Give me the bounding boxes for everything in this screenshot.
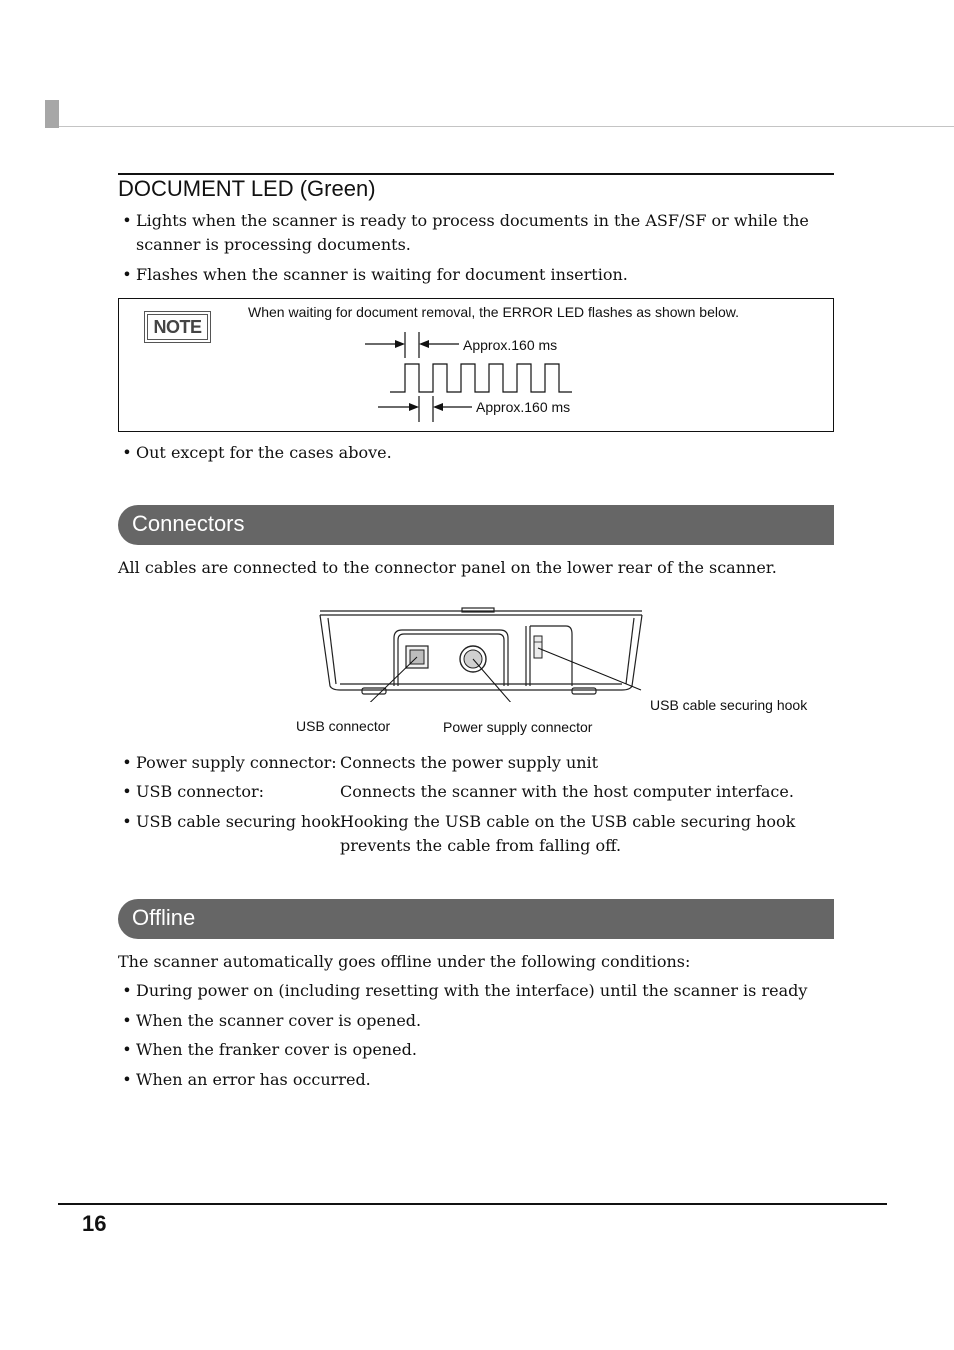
offline-heading: Offline xyxy=(132,905,196,930)
connectors-intro: All cables are connected to the connector panel on the lower rear of the scanner. xyxy=(118,558,777,577)
list-item xyxy=(118,1038,834,1062)
list-item xyxy=(118,1009,834,1033)
connectors-section-bar xyxy=(118,505,834,545)
note-badge-icon xyxy=(144,311,211,343)
list-item xyxy=(118,209,834,257)
definition-term: USB connector: xyxy=(136,782,265,801)
list-item-text: Lights when the scanner is ready to process documents in the ASF/SF or while the scanner is processing documents. xyxy=(136,211,809,254)
bullet-icon: • xyxy=(122,1040,132,1059)
offline-intro: The scanner automatically goes offline under the following conditions: xyxy=(118,952,691,971)
scanner-rear-illustration xyxy=(316,606,836,702)
list-item-text: When the franker cover is opened. xyxy=(136,1040,417,1059)
connectors-heading: Connectors xyxy=(132,511,245,536)
timing-label-on: Approx.160 ms xyxy=(463,337,558,353)
bullet-icon: • xyxy=(122,1070,132,1089)
list-item xyxy=(118,263,834,287)
page-number: 16 xyxy=(82,1211,107,1236)
bullet-icon: • xyxy=(122,753,132,772)
header-tab-marker xyxy=(45,100,59,128)
list-item-text: During power on (including resetting with the interface) until the scanner is ready xyxy=(136,981,808,1000)
list-item-text: Flashes when the scanner is waiting for document insertion. xyxy=(136,265,628,284)
usb-hook-label: USB cable securing hook xyxy=(650,697,808,713)
document-led-heading: DOCUMENT LED (Green) xyxy=(118,176,376,201)
list-item-text: When an error has occurred. xyxy=(136,1070,371,1089)
header-rule xyxy=(59,126,954,127)
power-connector-label: Power supply connector xyxy=(443,719,593,735)
arrow-left-icon xyxy=(433,403,443,411)
bullet-icon: • xyxy=(122,443,132,462)
definition-term: Power supply connector: xyxy=(136,753,337,772)
bullet-icon: • xyxy=(122,782,132,801)
bullet-icon: • xyxy=(122,265,132,284)
definition-desc: Connects the scanner with the host computer interface. xyxy=(340,782,794,801)
timing-label-off: Approx.160 ms xyxy=(476,399,571,415)
footer-rule xyxy=(58,1203,887,1205)
bullet-icon: • xyxy=(122,211,132,230)
usb-hook-icon xyxy=(534,636,542,658)
list-item xyxy=(118,979,834,1003)
list-item-text: When the scanner cover is opened. xyxy=(136,1011,422,1030)
definition-desc: Connects the power supply unit xyxy=(340,753,599,772)
bullet-icon: • xyxy=(122,981,132,1000)
bullet-icon: • xyxy=(122,1011,132,1030)
offline-section-bar xyxy=(118,899,834,939)
arrow-right-icon xyxy=(395,340,405,348)
arrow-right-icon xyxy=(409,403,419,411)
list-item xyxy=(118,441,834,465)
usb-connector-label: USB connector xyxy=(296,718,391,734)
definition-desc: Hooking the USB cable on the USB cable securing hook prevents the cable from falling off. xyxy=(340,812,796,855)
pulse-waveform xyxy=(390,364,572,392)
bullet-icon: • xyxy=(122,812,132,831)
definition-term: USB cable securing hook: xyxy=(136,812,346,831)
list-item xyxy=(118,1068,834,1092)
note-text: When waiting for document removal, the ERROR LED flashes as shown below. xyxy=(248,304,740,320)
list-item-text: Out except for the cases above. xyxy=(136,443,392,462)
note-badge-label: NOTE xyxy=(147,314,208,340)
arrow-left-icon xyxy=(419,340,429,348)
